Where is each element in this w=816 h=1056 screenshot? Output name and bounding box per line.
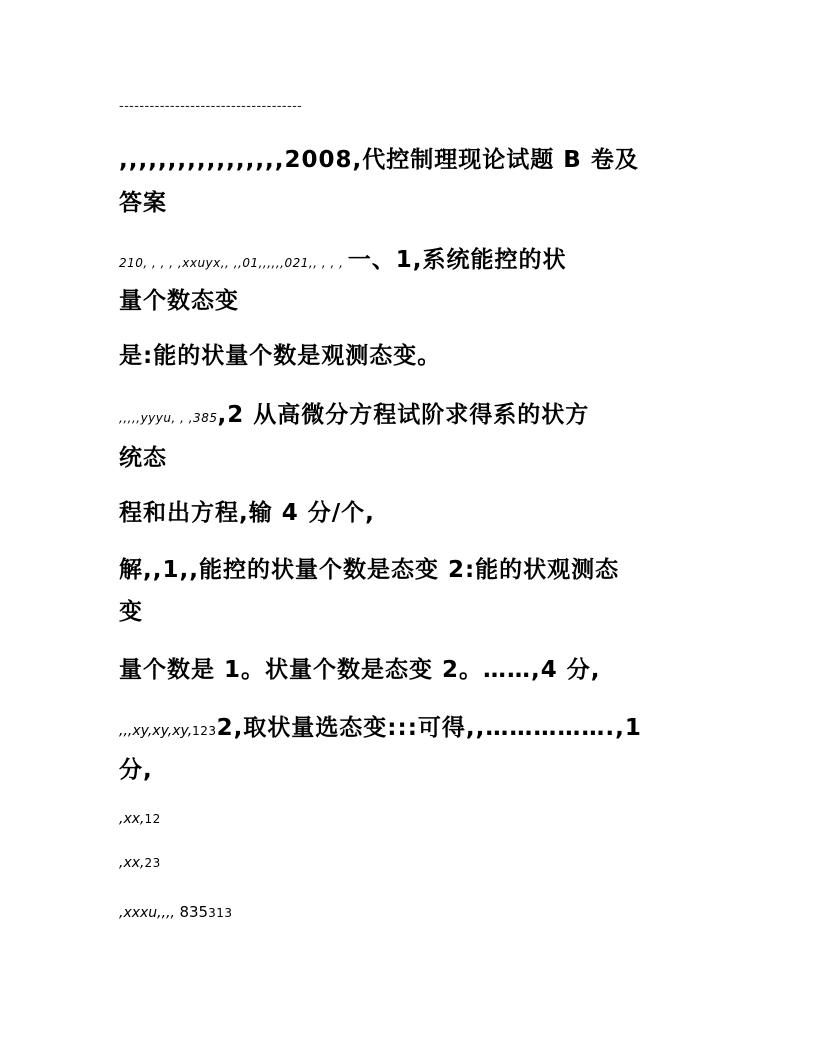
text: 程和出方程,输 4 分/个,: [119, 500, 375, 526]
text-line-12: [119, 713, 642, 743]
formula-line-16: [119, 897, 232, 927]
subscript-text: 12: [144, 812, 161, 826]
text-line-3: [119, 245, 566, 275]
text: 分,: [119, 757, 153, 783]
text: ,2 从高微分方程试阶求得系的状方: [217, 402, 590, 428]
formula-text: ,xxxu,,,,: [119, 905, 180, 921]
text: 答案: [119, 190, 167, 216]
text: 统态: [119, 445, 167, 471]
text-line-9: [119, 555, 619, 585]
text-line-8: [119, 498, 375, 528]
text-line-5: [119, 341, 441, 371]
text-line-13: [119, 755, 153, 785]
text: 变: [119, 599, 143, 625]
formula-line-14: [119, 803, 161, 833]
subscript-text: 23: [144, 856, 161, 870]
formula-text: ,,,,,yyyu, , ,385: [119, 411, 218, 425]
text: 量个数态变: [119, 288, 239, 314]
formula-text: 210, , , , ,xxuyx,, ,,01,,,,,,021,, , , ,: [119, 256, 348, 270]
title-line-2: [119, 188, 167, 218]
text-line-6: [119, 400, 589, 430]
formula-line-15: [119, 847, 161, 877]
formula-text: ,xx,: [119, 855, 145, 871]
text: 一、1,系统能控的状: [347, 247, 567, 273]
text-line-7: [119, 443, 167, 473]
separator-rule: ------------------------------------: [119, 99, 303, 114]
text: 是:能的状量个数是观测态变。: [119, 343, 442, 369]
text: 2,取状量选态变:::可得,,…………….,1: [216, 715, 642, 741]
text-line-11: [119, 655, 601, 685]
text-line-4: [119, 286, 239, 316]
subscript-text: 123: [192, 724, 217, 738]
formula-text: ,xx,: [119, 811, 145, 827]
title-line-1: [119, 145, 639, 175]
formula-text: ,,,xy,xy,xy,: [119, 723, 193, 739]
subscript-text: 313: [208, 906, 233, 920]
text: 量个数是 1。状量个数是态变 2。……,4 分,: [119, 657, 601, 683]
number-text: 835: [179, 903, 209, 921]
text: ,,,,,,,,,,,,,,,,,2008,代控制理现论试题 B 卷及: [119, 147, 639, 173]
text-line-10: [119, 597, 143, 627]
text: 解,,1,,能控的状量个数是态变 2:能的状观测态: [119, 557, 620, 583]
